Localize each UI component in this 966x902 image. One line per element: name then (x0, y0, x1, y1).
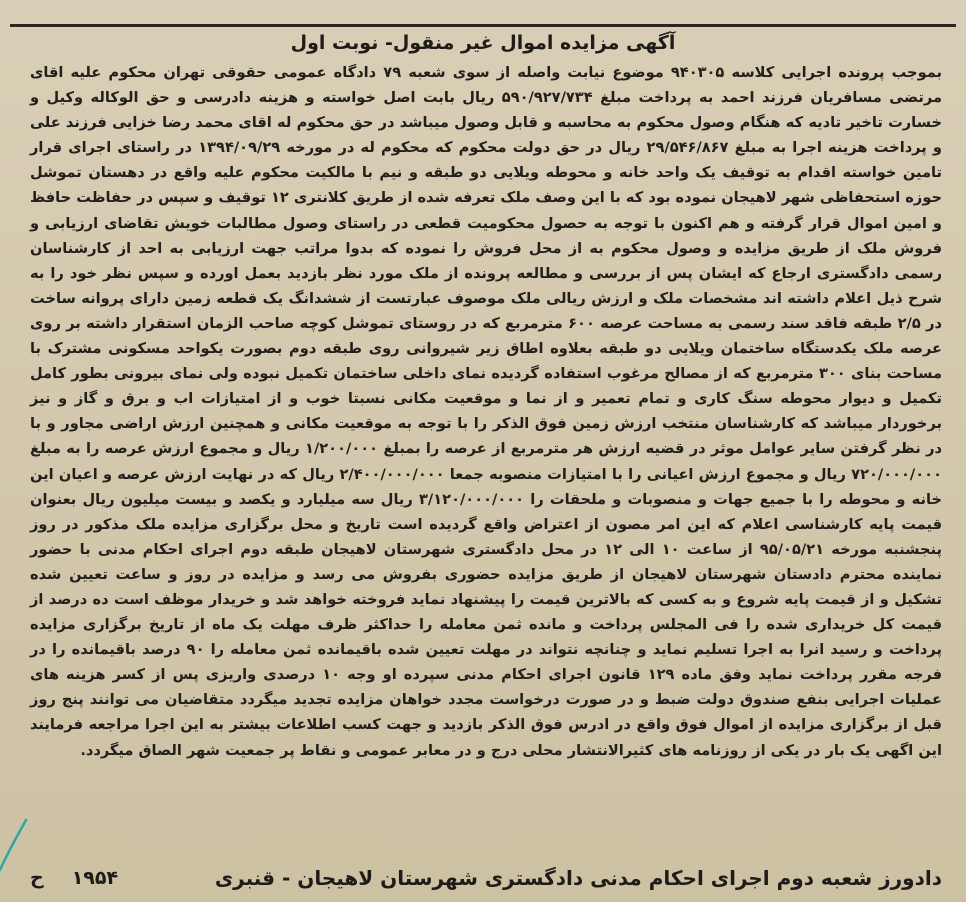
pen-mark-icon (0, 812, 30, 872)
ad-number: ۱۹۵۴ (71, 867, 119, 889)
notice-body: بموجب پرونده اجرایی کلاسه ۹۴۰۳۰۵ موضوع نیابت واصله از سوی شعبه ۷۹ دادگاه عمومی حقوقی تهران محکوم علیه اقای مرتضی مسافریان فرزند احمد به پرداخت مبلغ ۵۹۰/۹۲۷/۷۳۴ ریال بابت اصل خواسته و هزینه دادرسی و حق الوکاله وکیل و خسارت تاخیر تادیه که هنگام وصول محکوم به محاسبه و قابل وصول میباشد در حق محکوم له اقای محمد رضا خزایی فرزند علی و پرداخت هزینه اجرا به مبلغ ۲۹/۵۴۶/۸۶۷ ریال در حق دولت محکوم که محکوم له در مورخه ۱۳۹۴/۰۹/۲۹ در راستای اجرای قرار تامین خواسته اقدام به توقیف یک واحد خانه و محوطه ویلایی دو طبقه و نیم با مالکیت محکوم علیه واقع در دهستان تموشل حوزه استحفاظی شهر لاهیجان نموده بود که با این وصف ملک تعرفه شده از طریق کلانتری ۱۲ توقیف و سپس در حفاظت حافظ و امین اموال قرار گرفته و هم اکنون با توجه به حصول محکومیت قطعی در راستای وصول مطالبات خویش تقاضای ارزیابی و فروش ملک از طریق مزایده و وصول محکوم به از محل فروش را نموده که بدوا مراتب جهت ارزیابی به احد از کارشناسان رسمی دادگستری ارجاع که ایشان پس از بررسی و مطالعه پرونده از ملک مورد نظر بازدید بعمل اورده و سپس نظر خود را به شرح ذیل اعلام داشته اند مشخصات ملک و ارزش ریالی ملک موصوف عبارتست از ششدانگ یک قطعه زمین دارای پروانه ساخت در ۲/۵ طبقه فاقد سند رسمی به مساحت عرصه ۶۰۰ مترمربع که در روستای تموشل کوچه صاحب الزمان استقرار داشته بر روی عرصه ملک یکدستگاه ساختمان ویلایی دو طبقه بعلاوه اطاق زیر شیروانی روی طبقه دوم بصورت یکواحد مسکونی مشترک با مساحت بنای ۳۰۰ مترمربع که از مصالح مرغوب استفاده گردیده نمای داخلی ساختمان تکمیل نبوده ولی نمای بیرونی بطور کامل تکمیل و دیوار محوطه سنگ کاری و تمام تعمیر و از نما و موقعیت مکانی نسبتا خوب و از امتیازات اب و برق و گاز و نیز برخوردار میباشد که کارشناسان منتخب ارزش زمین فوق الذکر را با توجه به موقعیت مکانی و همچنین ارزش اراضی مجاور و با در نظر گرفتن سایر عوامل موثر در قضیه ارزش هر مترمربع از عرصه را بمبلغ ۱/۲۰۰/۰۰۰ ریال و مجموع ارزش عرصه را به مبلغ ۷۲۰/۰۰۰/۰۰۰ ریال و مجموع ارزش اعیانی را با امتیازات منصوبه جمعا ۲/۴۰۰/۰۰۰/۰۰۰ ریال که در نهایت ارزش عرصه و اعیان این خانه و محوطه را با جمیع جهات و منصوبات و ملحقات را ۳/۱۲۰/۰۰۰/۰۰۰ ریال سه میلیارد و یکصد و بیست میلیون ریال بعنوان قیمت پایه کارشناسی اعلام که این امر مصون از اعتراض واقع گردیده است تاریخ و محل برگزاری مزایده ملک مذکور در روز پنجشنبه مورخه ۹۵/۰۵/۲۱ از ساعت ۱۰ الی ۱۲ در محل دادگستری شهرستان لاهیجان طبقه دوم اجرای احکام مدنی با حضور نماینده محترم دادستان شهرستان لاهیجان از طریق مزایده حضوری بفروش می رسد و مزایده در روز و ساعت تعیین شده تشکیل و از قیمت پایه شروع و به کسی که بالاترین قیمت را پیشنهاد نماید فروخته خواهد شد و خریدار موظف است ده درصد از قیمت کل خریداری شده را فی المجلس پرداخت و مانده ثمن معامله را حداکثر ظرف مهلت یک ماه از تاریخ برگزاری مزایده پرداخت و رسید انرا به اجرا تسلیم نماید و چنانچه نتواند در مهلت تعیین شده باقیمانده ثمن معامله را ۹۰ درصد باقیمانده را در فرجه مقرر پرداخت نماید وفق ماده ۱۲۹ قانون اجرای احکام مدنی سپرده او وجه ۱۰ درصدی واریزی پس از کسر هزینه های عملیات اجرایی بنفع صندوق دولت ضبط و در صورت درخواست مجدد خواهان مزایده تجدید میگردد متقاضیان می توانند پنج روز قبل از برگزاری مزایده از اموال فوق واقع در ادرس فوق الذکر بازدید و جهت کسب اطلاعات بیشتر به این اجرا مراجعه فرمایند این اگهی یک بار در یکی از روزنامه های کثیرالانتشار محلی درج و در معابر عمومی و نقاط پر جمعیت شهر الصاق میگردد. (30, 64, 943, 759)
notice-footer (30, 866, 942, 890)
issuer-signature: دادورز شعبه دوم اجرای احکام مدنی دادگستری شهرستان لاهیجان - قنبری (214, 866, 942, 890)
notice-title: آگهی مزایده اموال غیر منقول- نوبت اول (290, 32, 676, 54)
footer-reference (30, 867, 118, 889)
ad-code: ح (30, 867, 44, 889)
